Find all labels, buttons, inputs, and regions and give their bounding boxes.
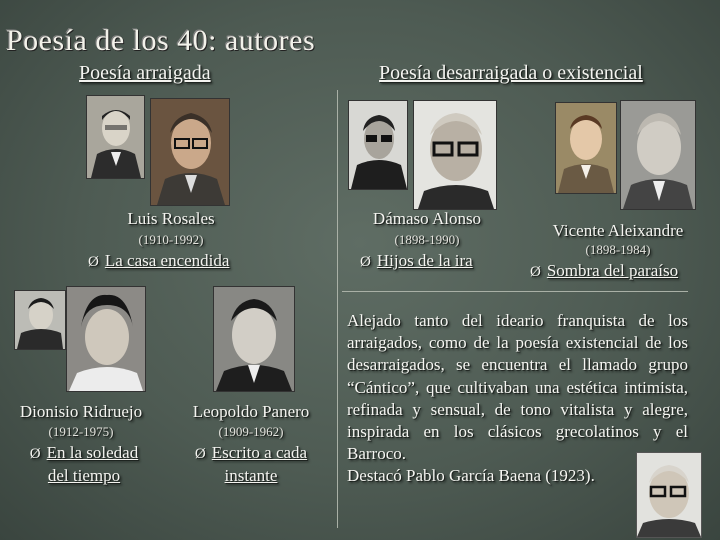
- arrow-bullet-icon: Ø: [29, 446, 41, 462]
- arrow-bullet-icon: Ø: [88, 254, 99, 270]
- author-name-ridruejo: Dionisio Ridruejo: [19, 402, 143, 421]
- work-title: Hijos de la ira: [376, 251, 473, 270]
- author-name-alonso: Dámaso Alonso: [372, 209, 482, 228]
- arrow-bullet-icon: Ø: [360, 254, 371, 270]
- author-work-aleixandre: [530, 261, 678, 281]
- portrait-alonso: [413, 100, 497, 210]
- heading-uprooted: Poesía desarraigada o existencial: [379, 62, 643, 84]
- arrow-bullet-icon: Ø: [530, 264, 541, 280]
- portrait-panero: [213, 286, 295, 392]
- portrait-aleixandre: [620, 100, 696, 210]
- author-dates-alonso: (1898-1990): [394, 232, 460, 247]
- cantico-paragraph: [347, 310, 688, 488]
- author-work-rosales: [88, 251, 229, 271]
- portrait-rosales: [150, 98, 230, 206]
- portrait-rosales-young: [86, 95, 145, 179]
- cantico-highlight: Destacó Pablo García Baena (1923).: [347, 466, 595, 486]
- author-name-panero: Leopoldo Panero: [192, 402, 310, 421]
- work-title-line1: En la soledad: [46, 443, 139, 462]
- horizontal-divider: [342, 291, 688, 292]
- portrait-alonso-young: [348, 100, 408, 190]
- author-dates-rosales: (1910-1992): [138, 232, 204, 247]
- cantico-body: Alejado tanto del ideario franquista de los arraigados, como de la poesía existencial de los desarraigados, se encuentra el llamado grupo “Cántico”, que cultivaban una estética intimista, refinada y sensual, de tono vitalista y alegre, inspirada en los clásicos grecolatinos y el Barroco.: [347, 311, 688, 464]
- heading-rooted: Poesía arraigada: [79, 62, 211, 84]
- portrait-ridruejo: [66, 286, 146, 392]
- author-work-alonso: [360, 251, 473, 271]
- work-title-line2: instante: [224, 466, 278, 485]
- author-name-aleixandre: Vicente Aleixandre: [552, 221, 684, 240]
- author-dates-ridruejo: (1912-1975): [48, 424, 114, 439]
- author-work-panero: [176, 442, 326, 487]
- author-name-rosales: Luis Rosales: [127, 209, 215, 228]
- arrow-bullet-icon: Ø: [194, 446, 206, 462]
- work-title-line1: Escrito a cada: [211, 443, 308, 462]
- author-dates-aleixandre: (1898-1984): [585, 242, 651, 257]
- page-title: Poesía de los 40: autores: [6, 24, 316, 57]
- vertical-divider: [337, 90, 338, 528]
- portrait-aleixandre-young: [555, 102, 617, 194]
- author-dates-panero: (1909-1962): [218, 424, 284, 439]
- work-title: La casa encendida: [104, 251, 230, 270]
- work-title-line2: del tiempo: [47, 466, 121, 485]
- work-title: Sombra del paraíso: [546, 261, 679, 280]
- portrait-ridruejo-young: [14, 290, 66, 350]
- author-work-ridruejo: [14, 442, 154, 487]
